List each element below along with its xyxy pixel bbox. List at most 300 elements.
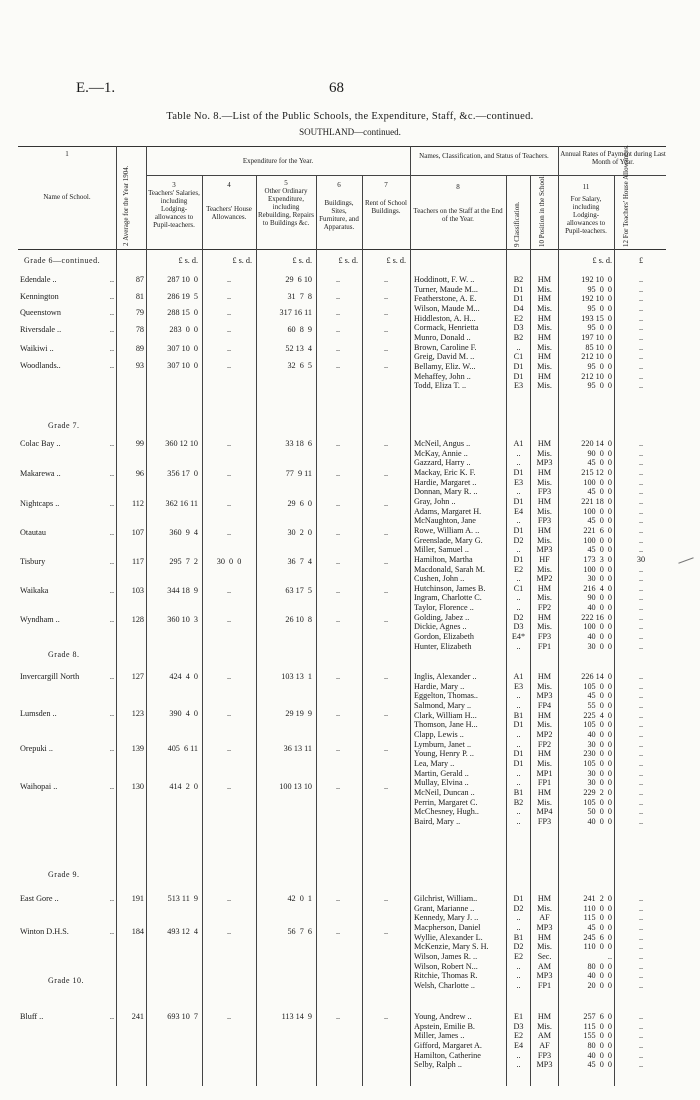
teacher-classification: D2: [513, 535, 524, 545]
teacher-name: Grant, Marianne ..: [414, 903, 475, 913]
teacher-house-allowance: ..: [638, 458, 644, 468]
teacher-position: Mis.: [537, 361, 552, 371]
teacher-salary: 230 0 0: [583, 749, 612, 759]
teacher-name: Young, Andrew ..: [414, 1012, 472, 1021]
teacher-position: HM: [537, 525, 552, 535]
teacher-position: Mis.: [537, 942, 552, 952]
teacher-position: HM: [537, 496, 552, 506]
leader-dots: ..: [109, 325, 114, 334]
teacher-house-allowance: ..: [638, 729, 644, 739]
house-allowances: ..: [226, 672, 232, 681]
school-name: Waikiwi ..: [20, 344, 54, 353]
teacher-classification: E3: [513, 681, 524, 691]
teacher-name: Mullay, Elvina ..: [414, 778, 469, 788]
house-allowances: ..: [226, 469, 232, 478]
teacher-salary: 80 0 0: [587, 961, 612, 971]
teacher-name: McChesney, Hugh..: [414, 807, 479, 817]
teacher-salary: 85 10 0: [585, 342, 612, 352]
teacher-classification: B2: [513, 797, 524, 807]
teacher-salaries: 390 4 0: [169, 709, 198, 718]
teacher-position: FP1: [537, 641, 552, 651]
col8-number: 8: [456, 183, 460, 191]
col-divider: [558, 146, 559, 1086]
staff-group-header: Names, Classification, and Status of Teachers.: [419, 152, 549, 160]
teacher-house-allowance: ..: [638, 361, 644, 371]
teacher-house-allowance: ..: [638, 641, 644, 651]
house-allowances: ..: [226, 744, 232, 753]
teacher-name: Gifford, Margaret A.: [414, 1041, 482, 1050]
leader-dots: ..: [109, 292, 114, 301]
buildings-expenditure: ..: [335, 744, 341, 753]
unit-label: £ s. d.: [232, 256, 252, 265]
teacher-salaries: 286 19 5: [167, 292, 198, 301]
teacher-house-allowance: ..: [638, 342, 644, 352]
teacher-name: McNeil, Angus ..: [414, 439, 471, 448]
teacher-house-allowance: ..: [638, 332, 644, 342]
teacher-classification: E4: [513, 506, 524, 516]
teacher-name: Hardie, Mary ..: [414, 681, 465, 691]
teacher-classification: ..: [516, 1050, 521, 1060]
leader-dots: ..: [109, 615, 114, 624]
teacher-house-allowance: ..: [638, 903, 644, 913]
teacher-salary: 115 0 0: [583, 1021, 612, 1031]
school-name: Bluff ..: [20, 1012, 44, 1021]
col8-header: Teachers on the Staff at the End of the Year.: [413, 207, 503, 223]
teacher-position: MP4: [536, 807, 553, 817]
teacher-name: Cushen, John ..: [414, 574, 465, 584]
teacher-house-allowance: 30: [636, 554, 646, 564]
grade-heading: Grade 7.: [48, 421, 80, 430]
teacher-house-allowance: ..: [638, 303, 644, 313]
teacher-position: HF: [539, 554, 550, 564]
average-attendance: 99: [135, 439, 144, 448]
teacher-position: HM: [537, 352, 552, 362]
pay-group-header: Annual Rates of Payment during Last Month of Year.: [560, 150, 666, 166]
teacher-house-allowance: ..: [638, 323, 644, 333]
rent-expenditure: ..: [383, 439, 389, 448]
school-name: Colac Bay ..: [20, 439, 61, 448]
other-expenditure: 60 8 9: [287, 325, 312, 334]
school-name: Queenstown: [20, 308, 61, 317]
teacher-house-allowance: ..: [638, 951, 644, 961]
teacher-name: Martin, Gerald ..: [414, 768, 469, 778]
teacher-classification: E1: [513, 1012, 524, 1021]
teacher-salary: 100 0 0: [583, 564, 612, 574]
average-attendance: 89: [135, 344, 144, 353]
teacher-position: Mis.: [537, 323, 552, 333]
house-allowances: ..: [226, 344, 232, 353]
unit-label: £ s. d.: [338, 256, 358, 265]
leader-dots: ..: [109, 499, 114, 508]
teacher-house-allowance: ..: [638, 787, 644, 797]
teacher-position: Mis.: [537, 797, 552, 807]
teacher-house-allowance: ..: [638, 894, 644, 903]
teacher-salaries: 693 10 7: [167, 1012, 198, 1021]
teacher-position: HM: [537, 894, 552, 903]
average-attendance: 127: [131, 672, 144, 681]
teacher-house-allowance: ..: [638, 816, 644, 826]
teacher-position: HM: [537, 332, 552, 342]
teacher-salary: 45 0 0: [587, 487, 612, 497]
teacher-classification: D4: [513, 303, 524, 313]
teacher-classification: E2: [513, 951, 524, 961]
teacher-salary: 90 0 0: [587, 448, 612, 458]
teacher-position: Mis.: [537, 903, 552, 913]
teacher-house-allowance: ..: [638, 487, 644, 497]
teacher-house-allowance: ..: [638, 932, 644, 942]
grade-heading: Grade 10.: [48, 976, 85, 985]
school-name: Otautau: [20, 528, 46, 537]
teacher-salaries: 288 15 0: [167, 308, 198, 317]
average-attendance: 241: [131, 1012, 144, 1021]
teacher-position: Mis.: [537, 720, 552, 730]
buildings-expenditure: ..: [335, 292, 341, 301]
teacher-position: FP3: [537, 816, 552, 826]
teacher-position: MP3: [536, 458, 553, 468]
teacher-salary: 105 0 0: [583, 758, 612, 768]
teacher-classification: B2: [513, 332, 524, 342]
teacher-position: Mis.: [537, 758, 552, 768]
col11-number: 11: [582, 183, 590, 191]
teacher-salary: 45 0 0: [587, 545, 612, 555]
teacher-position: MP2: [536, 574, 553, 584]
teacher-house-allowance: ..: [638, 1021, 644, 1031]
teacher-position: MP3: [536, 545, 553, 555]
teacher-name: McNeil, Duncan ..: [414, 787, 475, 797]
unit-label: £ s. d.: [292, 256, 312, 265]
average-attendance: 78: [135, 325, 144, 334]
teacher-name: McKay, Annie ..: [414, 448, 468, 458]
teacher-house-allowance: ..: [638, 768, 644, 778]
unit-label: £ s. d.: [592, 256, 612, 265]
teacher-salary: 30 0 0: [587, 778, 612, 788]
teacher-salaries: 405 6 11: [167, 744, 198, 753]
teacher-classification: ..: [516, 593, 521, 603]
teacher-house-allowance: ..: [638, 758, 644, 768]
col5-number: 5: [284, 179, 288, 187]
house-allowances: ..: [226, 615, 232, 624]
teacher-salary: 95 0 0: [587, 303, 612, 313]
teacher-salary: 40 0 0: [587, 1050, 612, 1060]
teacher-position: FP4: [537, 701, 552, 710]
teacher-name: Bellamy, Eliz. W...: [414, 361, 476, 371]
average-attendance: 117: [132, 557, 144, 566]
teacher-name: Apstein, Emilie B.: [414, 1021, 475, 1031]
leader-dots: ..: [109, 709, 114, 718]
teacher-name: Hamilton, Martha: [414, 554, 473, 564]
teacher-name: Gazzard, Harry ..: [414, 458, 471, 468]
teacher-classification: B2: [513, 275, 524, 284]
teacher-house-allowance: ..: [638, 593, 644, 603]
teacher-salary: 100 0 0: [583, 622, 612, 632]
teacher-classification: D2: [513, 612, 524, 622]
other-expenditure: 100 13 10: [279, 782, 312, 791]
teacher-position: HM: [537, 294, 552, 304]
teacher-salary: 193 15 0: [581, 313, 612, 323]
teacher-name: Adams, Margaret H.: [414, 506, 482, 516]
average-attendance: 130: [131, 782, 144, 791]
teacher-house-allowance: ..: [638, 672, 644, 681]
teacher-classification: ..: [516, 448, 521, 458]
teacher-salaries: 360 12 10: [165, 439, 198, 448]
teacher-name: Hunter, Elizabeth: [414, 641, 472, 651]
teacher-classification: B1: [513, 932, 524, 942]
unit-label: £ s. d.: [386, 256, 406, 265]
teacher-house-allowance: ..: [638, 622, 644, 632]
teacher-salaries: 414 2 0: [169, 782, 198, 791]
teacher-position: Mis.: [537, 381, 552, 391]
teacher-house-allowance: ..: [638, 961, 644, 971]
teacher-position: Mis.: [537, 681, 552, 691]
col-divider: [146, 146, 147, 1086]
teacher-house-allowance: ..: [638, 739, 644, 749]
teacher-classification: E4*: [511, 632, 526, 641]
teacher-position: HM: [537, 787, 552, 797]
teacher-salary: 30 0 0: [587, 641, 612, 651]
col-divider: [256, 175, 257, 1086]
teacher-position: FP2: [537, 603, 552, 612]
school-name: Wyndham ..: [20, 615, 60, 624]
teacher-house-allowance: ..: [638, 1012, 644, 1021]
teacher-classification: ..: [516, 739, 521, 749]
school-name: Edendale ..: [20, 275, 57, 284]
teacher-classification: ..: [516, 961, 521, 971]
teacher-house-allowance: ..: [638, 923, 644, 932]
school-name: Nightcaps ..: [20, 499, 60, 508]
teacher-name: Clapp, Lewis ..: [414, 729, 464, 739]
school-name: Woodlands..: [20, 361, 61, 370]
teacher-name: Perrin, Margaret C.: [414, 797, 478, 807]
teacher-name: McNaughton, Jane: [414, 516, 476, 526]
school-name: Orepuki ..: [20, 744, 53, 753]
teacher-position: HM: [537, 583, 552, 593]
teacher-classification: ..: [516, 778, 521, 788]
teacher-house-allowance: ..: [638, 797, 644, 807]
col4-number: 4: [227, 181, 231, 189]
other-expenditure: 113 14 9: [281, 1012, 312, 1021]
school-name: Lumsden ..: [20, 709, 57, 718]
average-attendance: 93: [135, 361, 144, 370]
buildings-expenditure: ..: [335, 499, 341, 508]
teacher-position: FP3: [537, 487, 552, 497]
buildings-expenditure: ..: [335, 439, 341, 448]
teacher-salaries: 493 12 4: [167, 927, 198, 936]
teacher-name: Gilchrist, William..: [414, 894, 478, 903]
buildings-expenditure: ..: [335, 615, 341, 624]
teacher-house-allowance: ..: [638, 381, 644, 391]
teacher-classification: ..: [516, 816, 521, 826]
school-name: Waikaka: [20, 586, 49, 595]
teacher-salary: 245 6 0: [583, 932, 612, 942]
teacher-salary: 100 0 0: [583, 535, 612, 545]
col6-header: Buildings, Sites, Furniture, and Apparatus.: [319, 199, 359, 231]
buildings-expenditure: ..: [335, 557, 341, 566]
leader-dots: ..: [109, 557, 114, 566]
col5-header: Other Ordinary Expenditure, including Rebuilding, Repairs to Buildings &c.: [258, 187, 314, 227]
teacher-salary: 241 2 0: [583, 894, 612, 903]
leader-dots: ..: [109, 1012, 114, 1021]
teacher-position: FP3: [537, 1050, 552, 1060]
buildings-expenditure: ..: [335, 586, 341, 595]
table-title: Table No. 8.—List of the Public Schools, the Expenditure, Staff, &c.—continued.: [166, 111, 534, 122]
teacher-position: MP3: [536, 923, 553, 932]
teacher-salary: 95 0 0: [587, 381, 612, 391]
teacher-position: HM: [537, 275, 552, 284]
house-allowances: ..: [226, 1012, 232, 1021]
buildings-expenditure: ..: [335, 782, 341, 791]
teacher-position: Mis.: [537, 593, 552, 603]
teacher-position: HM: [537, 672, 552, 681]
rent-expenditure: ..: [383, 615, 389, 624]
buildings-expenditure: ..: [335, 361, 341, 370]
teacher-classification: A1: [513, 672, 524, 681]
col-divider: [202, 175, 203, 1086]
teacher-salary: 216 4 0: [583, 583, 612, 593]
buildings-expenditure: ..: [335, 927, 341, 936]
teacher-name: Munro, Donald ..: [414, 332, 471, 342]
teacher-house-allowance: ..: [638, 603, 644, 612]
rent-expenditure: ..: [383, 586, 389, 595]
house-allowances: ..: [226, 275, 232, 284]
grade-heading: Grade 6—continued.: [24, 256, 101, 265]
buildings-expenditure: ..: [335, 672, 341, 681]
rent-expenditure: ..: [383, 528, 389, 537]
teacher-house-allowance: ..: [638, 980, 644, 990]
teacher-classification: ..: [516, 641, 521, 651]
average-attendance: 87: [135, 275, 144, 284]
teacher-salaries: 307 10 0: [167, 344, 198, 353]
teacher-classification: D1: [513, 554, 524, 564]
teacher-house-allowance: ..: [638, 477, 644, 487]
other-expenditure: 33 18 6: [285, 439, 312, 448]
teacher-name: Welsh, Charlotte ..: [414, 980, 475, 990]
teacher-position: HM: [537, 1012, 552, 1021]
house-allowances: ..: [226, 439, 232, 448]
teacher-classification: D3: [513, 323, 524, 333]
other-expenditure: 36 7 4: [287, 557, 312, 566]
teacher-salary: 226 14 0: [581, 672, 612, 681]
teacher-position: MP3: [536, 971, 553, 981]
teacher-position: AF: [539, 1041, 550, 1050]
teacher-salary: 40 0 0: [587, 729, 612, 739]
col-divider: [362, 175, 363, 1086]
teacher-classification: ..: [516, 768, 521, 778]
teacher-salary: 220 14 0: [581, 439, 612, 448]
teacher-name: Mehaffey, John ..: [414, 371, 471, 381]
buildings-expenditure: ..: [335, 344, 341, 353]
expenditure-group-header: Expenditure for the Year.: [242, 157, 314, 165]
average-attendance: 128: [131, 615, 144, 624]
teacher-position: Mis.: [537, 477, 552, 487]
teacher-house-allowance: ..: [638, 971, 644, 981]
rent-expenditure: ..: [383, 557, 389, 566]
teacher-name: Lymburn, Janet ..: [414, 739, 472, 749]
grade-heading: Grade 8.: [48, 650, 80, 659]
table-subtitle: SOUTHLAND—continued.: [299, 127, 401, 137]
teacher-position: HM: [537, 467, 552, 477]
average-attendance: 112: [132, 499, 144, 508]
col-divider: [116, 146, 117, 1086]
other-expenditure: 29 19 9: [285, 709, 312, 718]
teacher-classification: ..: [516, 691, 521, 701]
teacher-name: Lea, Mary ..: [414, 758, 455, 768]
teacher-name: Hutchinson, James B.: [414, 583, 486, 593]
teacher-house-allowance: ..: [638, 749, 644, 759]
average-attendance: 191: [131, 894, 144, 903]
staff-group-rule: [410, 175, 558, 176]
teacher-house-allowance: ..: [638, 720, 644, 730]
teacher-salary: 105 0 0: [583, 797, 612, 807]
teacher-name: Macpherson, Daniel: [414, 923, 481, 932]
teacher-house-allowance: ..: [638, 632, 644, 641]
teacher-name: Wilson, James R. ..: [414, 951, 478, 961]
house-allowances: ..: [226, 292, 232, 301]
teacher-name: Hoddinott, F. W. ..: [414, 275, 475, 284]
rent-expenditure: ..: [383, 927, 389, 936]
teacher-position: Mis.: [537, 535, 552, 545]
buildings-expenditure: ..: [335, 325, 341, 334]
teacher-salaries: 287 10 0: [167, 275, 198, 284]
teacher-salary: 45 0 0: [587, 458, 612, 468]
teacher-classification: ..: [516, 923, 521, 932]
teacher-salary: 45 0 0: [587, 691, 612, 701]
teacher-salary: 221 18 0: [581, 496, 612, 506]
other-expenditure: 32 6 5: [287, 361, 312, 370]
other-expenditure: 29 6 0: [287, 499, 312, 508]
teacher-salary: 55 0 0: [587, 701, 612, 710]
teacher-house-allowance: ..: [638, 496, 644, 506]
teacher-position: Sec.: [537, 951, 552, 961]
teacher-salary: 40 0 0: [587, 816, 612, 826]
teacher-name: Hiddleston, A. H...: [414, 313, 476, 323]
teacher-name: Eggelton, Thomas..: [414, 691, 478, 701]
teacher-salary: 20 0 0: [587, 980, 612, 990]
teacher-salary: 215 12 0: [581, 467, 612, 477]
teacher-classification: A1: [513, 439, 524, 448]
teacher-classification: D1: [513, 294, 524, 304]
teacher-house-allowance: ..: [638, 710, 644, 720]
rent-expenditure: ..: [383, 499, 389, 508]
house-allowances: ..: [226, 927, 232, 936]
teacher-house-allowance: ..: [638, 1041, 644, 1050]
teacher-classification: D1: [513, 749, 524, 759]
rent-expenditure: ..: [383, 744, 389, 753]
teacher-salary: 110 0 0: [583, 942, 612, 952]
teacher-name: Greig, David M. ..: [414, 352, 475, 362]
teacher-classification: D1: [513, 284, 524, 294]
other-expenditure: 29 6 10: [285, 275, 312, 284]
col9-header: 9 Classification.: [513, 201, 521, 247]
page-number: 68: [329, 80, 344, 96]
teacher-classification: B1: [513, 710, 524, 720]
teacher-classification: ..: [516, 701, 521, 710]
teacher-house-allowance: ..: [638, 913, 644, 923]
teacher-name: Todd, Eliza T. ..: [414, 381, 467, 391]
teacher-name: Wilson, Robert N...: [414, 961, 478, 971]
teacher-name: Ingram, Charlotte C.: [414, 593, 482, 603]
average-attendance: 103: [131, 586, 144, 595]
teacher-house-allowance: ..: [638, 564, 644, 574]
school-name: Riversdale ..: [20, 325, 62, 334]
teacher-salaries: 513 11 9: [167, 894, 198, 903]
teacher-position: AF: [539, 913, 550, 923]
col1-number: 1: [65, 150, 69, 158]
teacher-name: Gray, John ..: [414, 496, 456, 506]
other-expenditure: 103 13 1: [281, 672, 312, 681]
teacher-name: Miller, James ..: [414, 1031, 465, 1041]
teacher-classification: B1: [513, 787, 524, 797]
teacher-classification: D3: [513, 622, 524, 632]
